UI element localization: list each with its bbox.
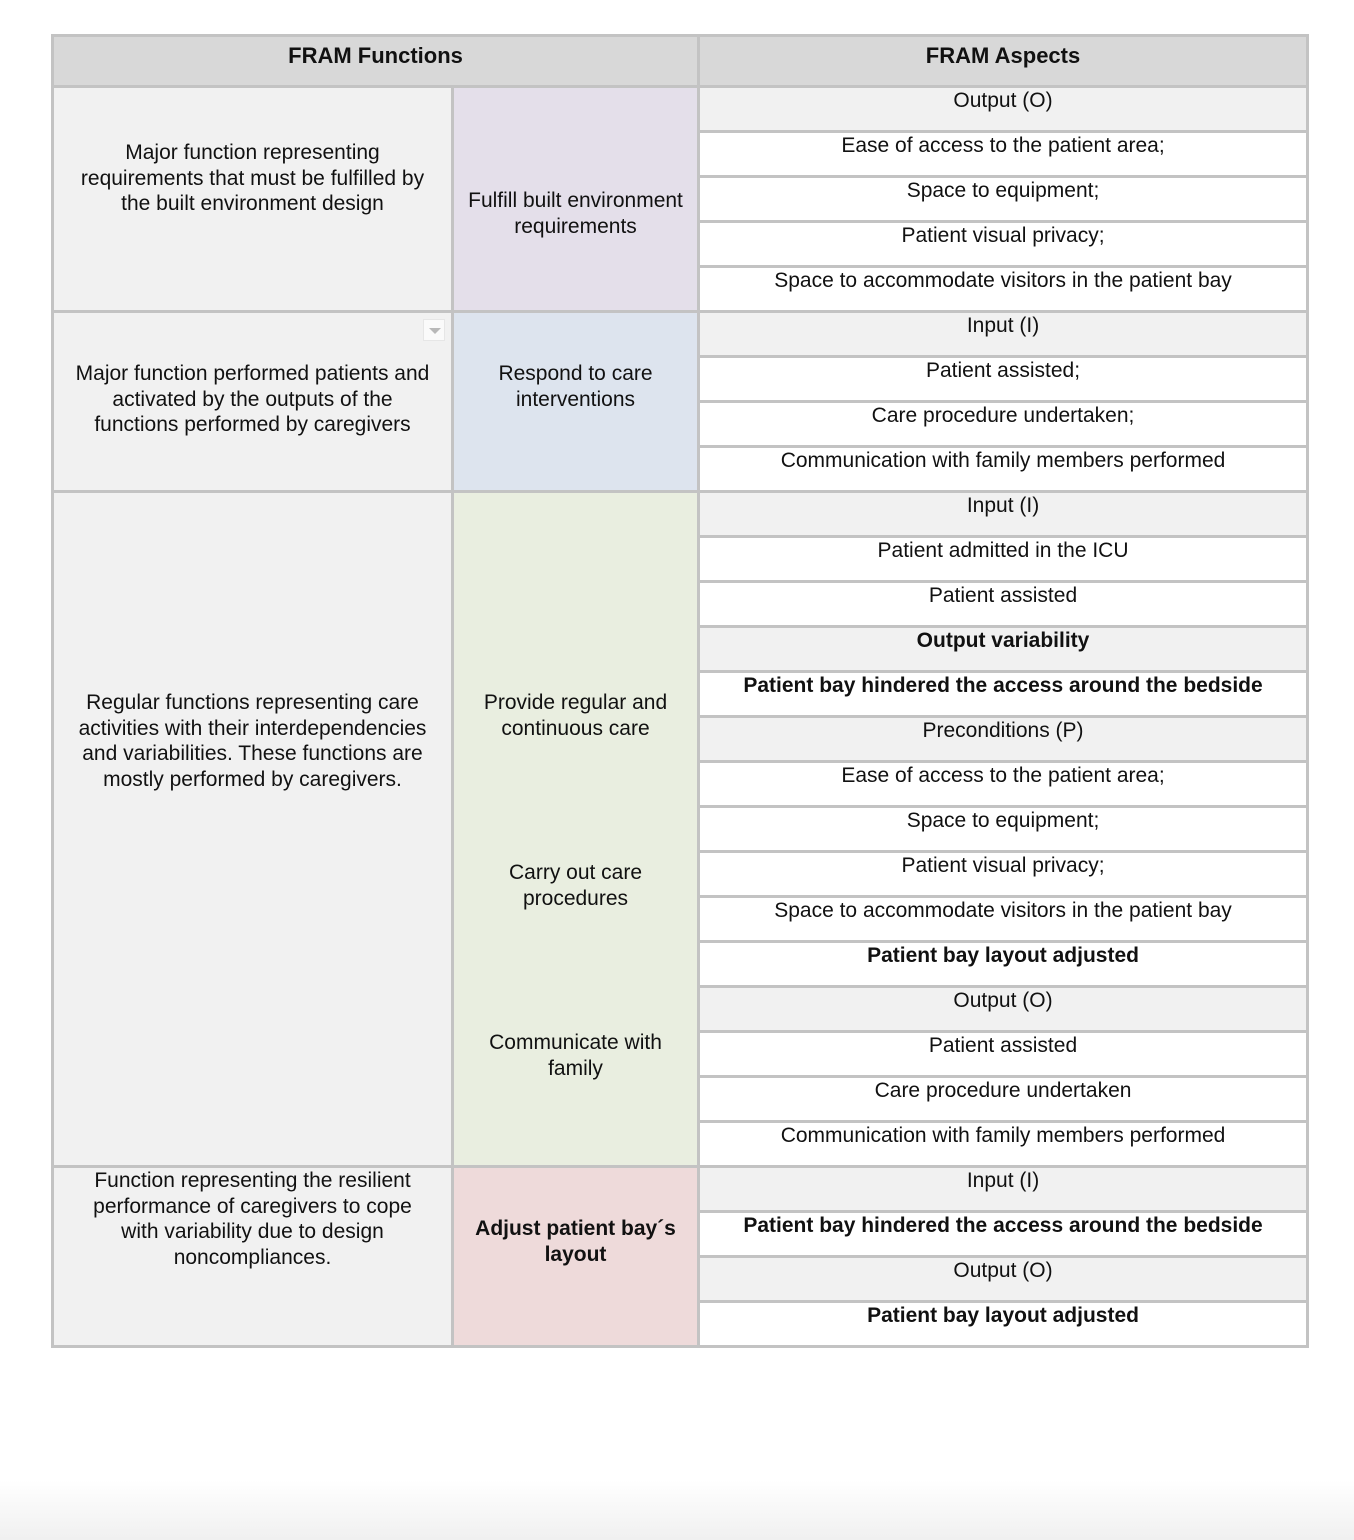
- function-name-cell: [453, 87, 699, 312]
- aspect-item-cell: Space to equipment;: [699, 807, 1308, 852]
- aspect-type-cell: Input (I): [699, 492, 1308, 537]
- fram-table: [51, 34, 1309, 1348]
- function-description: Major function performed patients and activated by the outputs of the functions performed by caregivers: [75, 362, 430, 436]
- aspect-type-cell: Input (I): [699, 1167, 1308, 1212]
- aspect-item-cell: Space to equipment;: [699, 177, 1308, 222]
- function-name-cell: [453, 1167, 699, 1347]
- aspect-item-cell: Patient visual privacy;: [699, 222, 1308, 267]
- aspect-type-cell: Input (I): [699, 312, 1308, 357]
- aspect-item-cell: Patient assisted: [699, 1032, 1308, 1077]
- chevron-down-icon[interactable]: [423, 319, 445, 341]
- aspect-item-cell: Patient bay layout adjusted: [699, 1302, 1308, 1347]
- function-name: Provide regular and continuous care: [483, 691, 668, 740]
- aspect-item-cell: Communication with family members performed: [699, 1122, 1308, 1167]
- aspect-item-cell: Patient admitted in the ICU: [699, 537, 1308, 582]
- aspect-item-cell: Care procedure undertaken;: [699, 402, 1308, 447]
- aspect-type-cell: Output (O): [699, 87, 1308, 132]
- fram-table-container: [51, 34, 1306, 1348]
- aspect-item-cell: Communication with family members performed: [699, 447, 1308, 492]
- aspect-item-cell: Ease of access to the patient area;: [699, 762, 1308, 807]
- aspect-item-cell: Space to accommodate visitors in the patient bay: [699, 897, 1308, 942]
- aspect-item-cell: Ease of access to the patient area;: [699, 132, 1308, 177]
- function-name: Communicate with family: [489, 1031, 662, 1080]
- table-header-row: [53, 36, 1308, 87]
- function-name: Fulfill built environment requirements: [468, 189, 683, 238]
- aspect-type-cell: Preconditions (P): [699, 717, 1308, 762]
- aspect-item-cell: Patient visual privacy;: [699, 852, 1308, 897]
- aspect-item-cell: Space to accommodate visitors in the patient bay: [699, 267, 1308, 312]
- header-fram-functions: FRAM Functions: [53, 36, 699, 87]
- aspect-item-cell: Patient assisted: [699, 582, 1308, 627]
- table-row: [53, 87, 1308, 132]
- aspect-item-cell: Patient bay layout adjusted: [699, 942, 1308, 987]
- aspect-item-cell: Patient bay hindered the access around the bedside: [699, 1212, 1308, 1257]
- aspect-type-cell: Output (O): [699, 1257, 1308, 1302]
- aspect-type-cell: Output (O): [699, 987, 1308, 1032]
- function-description-cell: [53, 1167, 453, 1347]
- function-name-cell: [453, 492, 699, 1167]
- function-description: Regular functions representing care activities with their interdependencies and variabilities. These functions are mostly performed by caregivers.: [78, 691, 427, 791]
- function-description: Major function representing requirements that must be fulfilled by the built environment design: [80, 141, 425, 215]
- function-name: Adjust patient bay´s layout: [475, 1217, 676, 1266]
- header-fram-aspects: FRAM Aspects: [699, 36, 1308, 87]
- table-row: [53, 492, 1308, 537]
- function-description: Function representing the resilient performance of caregivers to cope with variability due to design noncompliances.: [93, 1169, 412, 1269]
- table-row: [53, 312, 1308, 357]
- function-description-cell: [53, 492, 453, 1167]
- aspect-item-cell: Care procedure undertaken: [699, 1077, 1308, 1122]
- function-name: Respond to care interventions: [498, 362, 653, 411]
- function-description-cell: [53, 312, 453, 492]
- function-name: Carry out care procedures: [508, 861, 643, 910]
- table-body: [53, 87, 1308, 1347]
- table-row: [53, 1167, 1308, 1212]
- function-name-cell: [453, 312, 699, 492]
- aspect-item-cell: Patient assisted;: [699, 357, 1308, 402]
- function-description-cell: [53, 87, 453, 312]
- aspect-type-cell: Output variability: [699, 627, 1308, 672]
- aspect-item-cell: Patient bay hindered the access around the bedside: [699, 672, 1308, 717]
